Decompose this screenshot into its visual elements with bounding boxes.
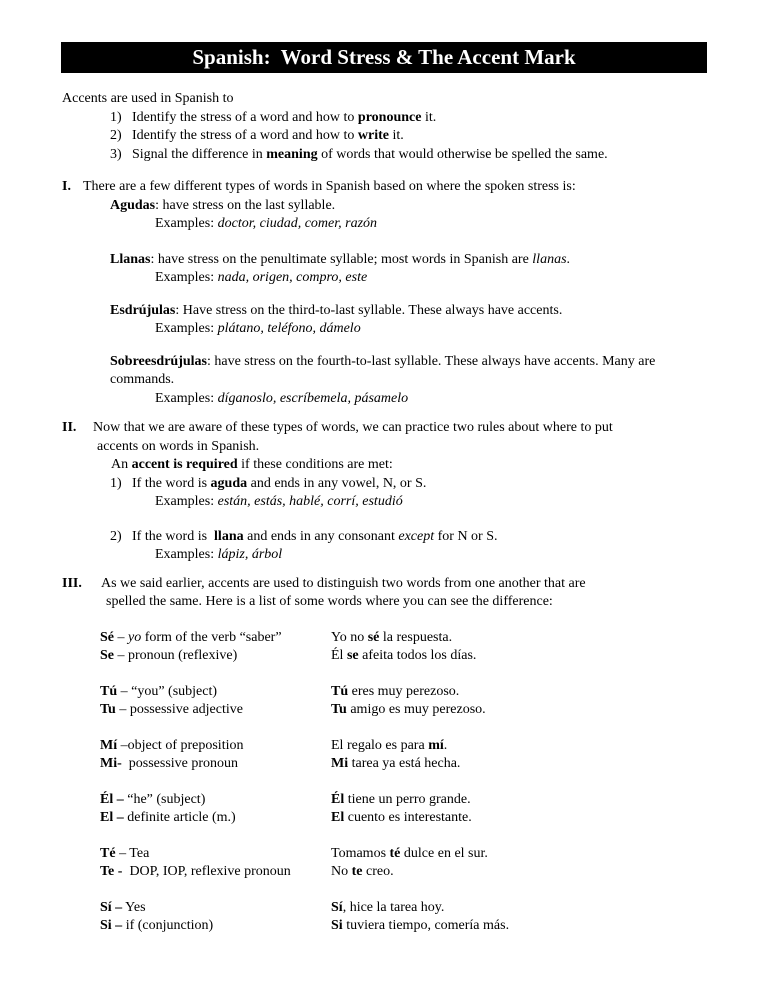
examples-label: Examples: [155, 547, 218, 562]
intro-lead [62, 90, 768, 109]
sentence-bold: Mi [331, 756, 349, 771]
item-bold-word: pronounce [357, 109, 422, 125]
pair-sentence [331, 647, 476, 666]
pair-term [100, 629, 331, 648]
sentence-text: afeita todos los días. [358, 648, 477, 663]
pair-row-mi-accented [100, 737, 768, 756]
term-rest: “he” (subject) [123, 791, 206, 807]
examples-label: Examples: [155, 216, 218, 231]
term-desc-italic: llanas [532, 251, 567, 267]
sentence-bold: Él [331, 791, 345, 807]
pair-term [100, 845, 331, 864]
pair-term [100, 755, 331, 774]
term-rest: – possessive adjective [115, 702, 243, 717]
examples-label: Examples: [155, 270, 218, 285]
term: Esdrújulas [110, 302, 176, 318]
word-type-agudas [110, 197, 768, 216]
pair-sentence [331, 845, 488, 864]
pair-row-si [100, 917, 768, 936]
examples-line [155, 546, 768, 565]
term-bold: Te - [100, 864, 123, 879]
term-desc: : have stress on the fourth-to-last syllable. These always have accents. Many are [206, 353, 656, 369]
term-bold: Mi- [100, 756, 122, 771]
rule-italic: except [398, 528, 435, 544]
sentence-text: Yo no [331, 629, 368, 645]
rule-2 [110, 528, 768, 547]
pair-term [100, 899, 331, 918]
accent-required-line [111, 456, 768, 475]
sentence-text: tuviera tiempo, comería más. [342, 918, 510, 933]
term-bold: Té [100, 845, 116, 861]
pair-row-el-accented [100, 791, 768, 810]
sentence-bold: Tú [331, 683, 349, 699]
section-1-heading-text: There are a few different types of words in Spanish based on where the spoken stress is: [83, 179, 576, 194]
term-rest: definite article (m.) [123, 810, 236, 825]
sentence-text: tiene un perro grande. [344, 791, 471, 807]
word-type-sobreesdrujulas-wrap [110, 371, 768, 390]
term-bold: El – [100, 810, 124, 825]
section-3-label: III. [62, 575, 82, 591]
sentence-bold: mí [428, 737, 444, 753]
section-2-label: II. [62, 420, 77, 435]
pair-sentence [331, 899, 444, 918]
examples-words: lápiz, árbol [217, 547, 283, 562]
page-title: Spanish: Word Stress & The Accent Mark [192, 45, 576, 70]
req-text: An [111, 457, 132, 472]
examples-words: doctor, ciudad, comer, razón [217, 216, 378, 231]
pair-sentence [331, 701, 486, 720]
pair-term [100, 809, 331, 828]
pair-term [100, 701, 331, 720]
term-bold: Si – [100, 918, 123, 933]
term-desc: commands. [110, 372, 175, 387]
pair-row-si-accented [100, 899, 768, 918]
req-text: if these conditions are met: [237, 457, 393, 472]
section-2-heading [62, 419, 768, 438]
pair-sentence [331, 629, 452, 648]
item-number: 3) [110, 146, 122, 162]
term-desc: . [566, 251, 571, 267]
section-3-heading [62, 575, 768, 594]
sentence-text: No [331, 864, 352, 879]
rule-bold: llana [214, 528, 244, 544]
section-3-heading-text: As we said earlier, accents are used to distinguish two words from one another that are [101, 575, 586, 591]
sentence-bold: Sí [331, 899, 343, 915]
intro-item-3 [110, 146, 768, 165]
word-type-sobreesdrujulas [110, 353, 768, 372]
term-bold: Él – [100, 791, 124, 807]
term-rest: Yes [122, 899, 146, 915]
pair-row-se-accented [100, 629, 768, 648]
title-bar [61, 42, 707, 73]
intro-item-1 [110, 109, 768, 128]
sentence-text: dulce en el sur. [400, 845, 488, 861]
section-3-heading-wrap [106, 593, 768, 612]
section-3-heading-text: spelled the same. Here is a list of some words where you can see the difference: [106, 594, 553, 609]
item-text: it. [421, 109, 437, 125]
rule-text: If the word is [132, 475, 211, 491]
pair-sentence [331, 755, 460, 774]
sentence-bold: Tu [331, 702, 347, 717]
sentence-text: Él [331, 648, 347, 663]
term-desc: : have stress on the last syllable. [155, 197, 336, 213]
pair-term [100, 863, 331, 882]
sentence-bold: El [331, 810, 345, 825]
pair-row-tu [100, 701, 768, 720]
examples-words: están, estás, hablé, corrí, estudió [217, 494, 403, 509]
term-bold: Tú [100, 683, 118, 699]
sentence-text: . [443, 737, 448, 753]
pair-term [100, 791, 331, 810]
sentence-text: creo. [362, 864, 394, 879]
rule-text: for N or S. [434, 528, 498, 544]
term-bold: Mí [100, 737, 118, 753]
term: Agudas [110, 197, 156, 213]
pair-row-te-accented [100, 845, 768, 864]
sentence-bold: Si [331, 918, 343, 933]
rule-number: 1) [110, 475, 122, 491]
item-bold-word: meaning [266, 146, 318, 162]
pair-term [100, 683, 331, 702]
sentence-text: , hice la tarea hoy. [342, 899, 445, 915]
pair-row-tu-accented [100, 683, 768, 702]
sentence-text: cuento es interestante. [344, 810, 472, 825]
examples-words: nada, origen, compro, este [217, 270, 368, 285]
intro-item-2 [110, 127, 768, 146]
term-bold: Sí – [100, 899, 123, 915]
pair-term [100, 737, 331, 756]
pair-sentence [331, 791, 471, 810]
term-bold: Tu [100, 702, 116, 717]
item-text: Identify the stress of a word and how to [132, 109, 358, 125]
term-desc: : have stress on the penultimate syllable; most words in Spanish are [150, 251, 533, 267]
sentence-text: amigo es muy perezoso. [346, 702, 486, 717]
examples-words: plátano, teléfono, dámelo [217, 321, 361, 336]
term-bold: Sé [100, 629, 114, 645]
term-bold: Se [100, 648, 114, 663]
pair-sentence [331, 683, 459, 702]
item-number: 1) [110, 109, 122, 125]
examples-words: díganoslo, escríbemela, pásamelo [217, 390, 409, 406]
sentence-bold: se [346, 648, 359, 663]
examples-line [155, 493, 768, 512]
term-rest: – Tea [115, 845, 150, 861]
examples-label: Examples: [155, 321, 218, 336]
rule-text: and ends in any vowel, N, or S. [247, 475, 427, 491]
examples-line [155, 269, 768, 288]
rule-number: 2) [110, 528, 122, 544]
item-text: of words that would otherwise be spelled the same. [317, 146, 608, 162]
pair-sentence [331, 737, 447, 756]
term: Llanas [110, 251, 151, 267]
rule-text: If the word is [132, 528, 215, 544]
term-rest: DOP, IOP, reflexive pronoun [122, 864, 291, 879]
term-rest: –object of preposition [117, 737, 244, 753]
term-rest: – [114, 629, 128, 645]
examples-line [155, 215, 768, 234]
pair-row-el [100, 809, 768, 828]
pair-sentence [331, 809, 472, 828]
examples-label: Examples: [155, 494, 218, 509]
rule-1 [110, 475, 768, 494]
examples-line [155, 390, 768, 409]
pair-term [100, 647, 331, 666]
req-bold: accent is required [131, 457, 238, 472]
sentence-text: El regalo es para [331, 737, 429, 753]
sentence-bold: te [351, 864, 363, 879]
term-italic: yo [128, 629, 142, 645]
term-rest: if (conjunction) [122, 918, 214, 933]
word-type-esdrujulas [110, 302, 768, 321]
item-text: Identify the stress of a word and how to [132, 128, 358, 143]
term-rest: – pronoun (reflexive) [114, 648, 238, 663]
sentence-bold: té [389, 845, 401, 861]
pair-row-se [100, 647, 768, 666]
term-desc: : Have stress on the third-to-last syllable. These always have accents. [175, 302, 563, 318]
term: Sobreesdrújulas [110, 353, 207, 369]
pair-row-mi [100, 755, 768, 774]
pair-term [100, 917, 331, 936]
sentence-text: eres muy perezoso. [348, 683, 460, 699]
word-type-llanas [110, 251, 768, 270]
section-2-heading-text: accents on words in Spanish. [97, 438, 260, 454]
term-rest: possessive pronoun [121, 756, 239, 771]
item-text: Signal the difference in [132, 146, 267, 162]
rule-bold: aguda [210, 475, 248, 491]
item-number: 2) [110, 128, 122, 143]
rule-text: and ends in any consonant [243, 528, 399, 544]
examples-line [155, 320, 768, 339]
section-2-heading-text: Now that we are aware of these types of words, we can practice two rules about where to put [93, 420, 613, 435]
item-bold-word: write [357, 128, 389, 143]
pair-row-te [100, 863, 768, 882]
term-rest: – “you” (subject) [117, 683, 218, 699]
sentence-bold: sé [367, 629, 380, 645]
examples-label: Examples: [155, 390, 218, 406]
term-rest: form of the verb “saber” [141, 629, 282, 645]
pair-sentence [331, 863, 394, 882]
sentence-text: Tomamos [331, 845, 390, 861]
sentence-text: tarea ya está hecha. [348, 756, 461, 771]
section-2-heading-wrap [97, 438, 768, 457]
item-text: it. [389, 128, 404, 143]
section-1-label: I. [62, 179, 71, 194]
pair-sentence [331, 917, 509, 936]
sentence-text: la respuesta. [379, 629, 453, 645]
section-1-heading [62, 178, 768, 197]
intro-lead-text: Accents are used in Spanish to [62, 91, 234, 106]
